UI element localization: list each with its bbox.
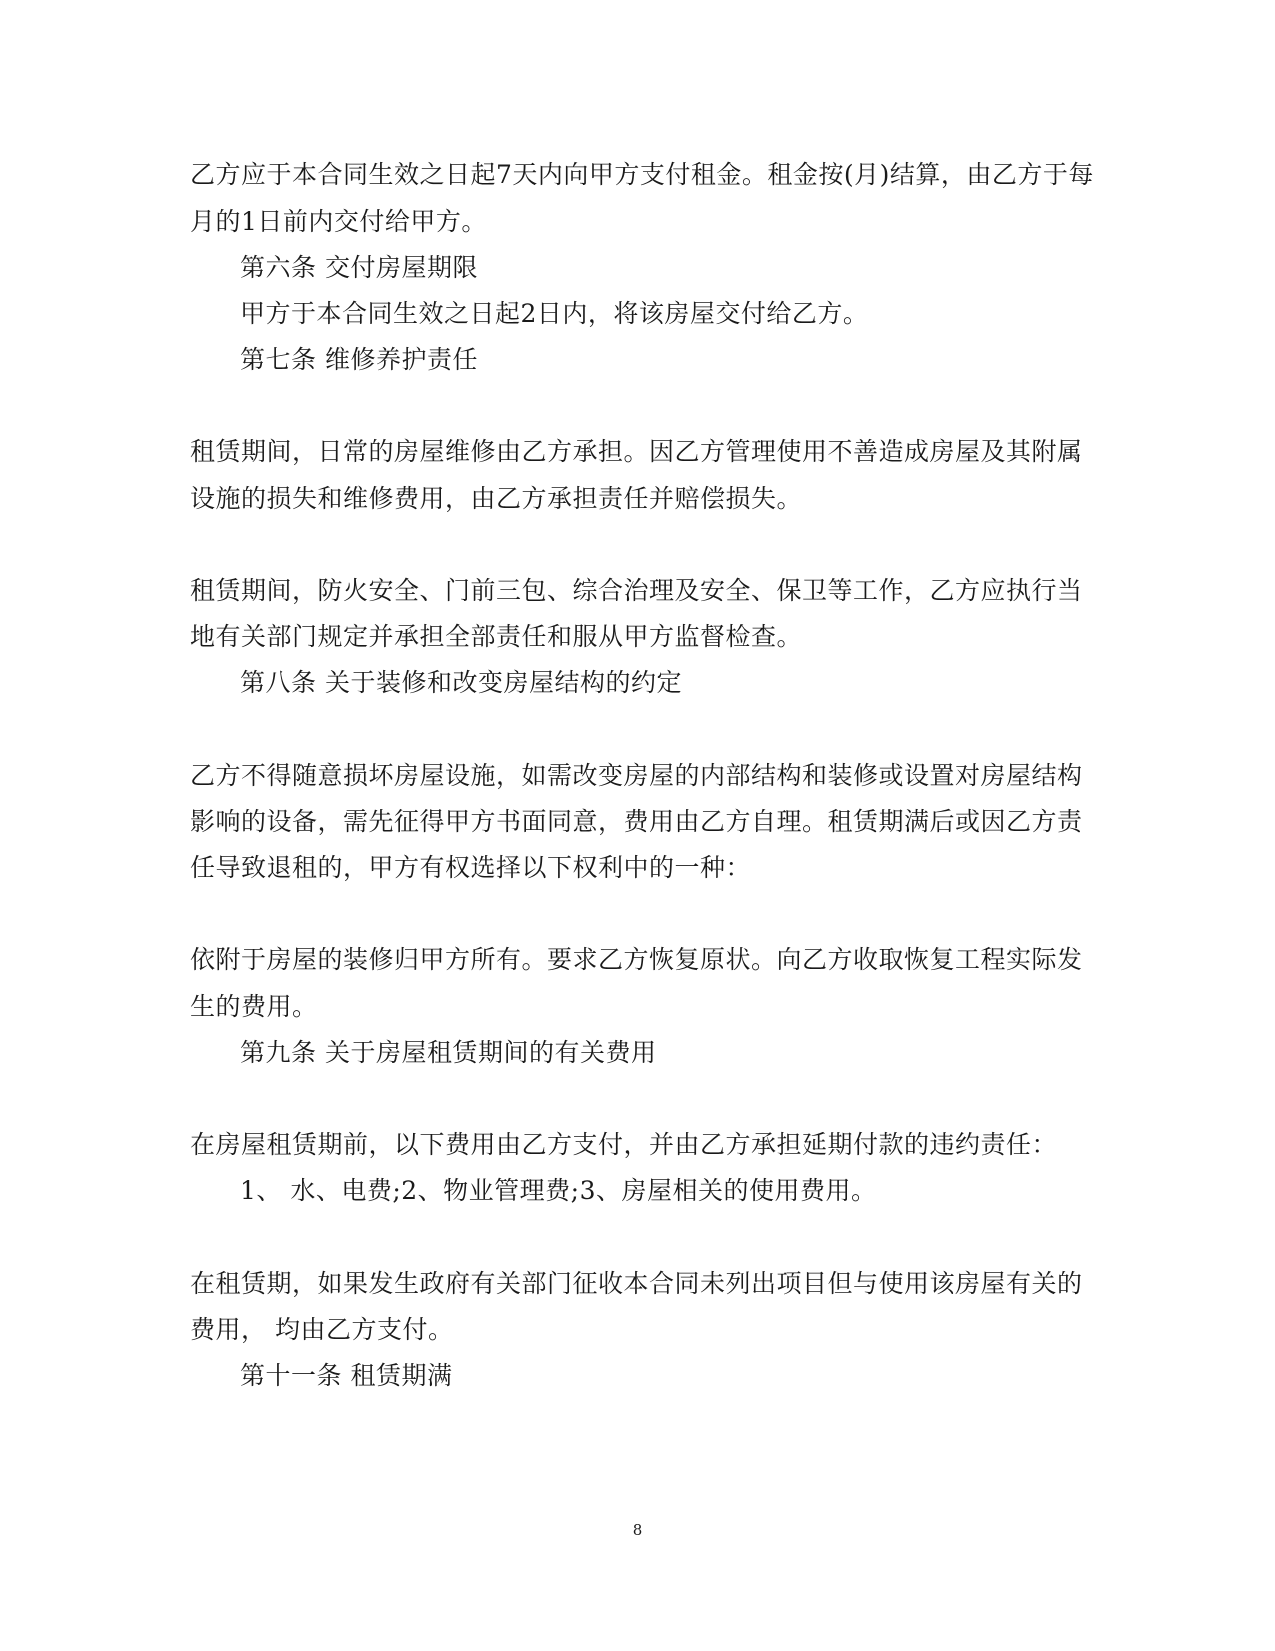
paragraph-line: 在租赁期，如果发生政府有关部门征收本合同未列出项目但与使用该房屋有关的 (190, 1269, 1083, 1298)
section-heading: 第六条 交付房屋期限 (240, 253, 478, 282)
paragraph-line: 费用， 均由乙方支付。 (190, 1315, 454, 1344)
paragraph-line: 任导致退租的，甲方有权选择以下权利中的一种： (190, 853, 752, 882)
paragraph-line: 在房屋租赁期前，以下费用由乙方支付，并由乙方承担延期付款的违约责任： (190, 1130, 1058, 1159)
section-heading: 第七条 维修养护责任 (240, 345, 478, 374)
paragraph-line: 生的费用。 (190, 992, 318, 1021)
paragraph-line: 影响的设备，需先征得甲方书面同意，费用由乙方自理。租赁期满后或因乙方责 (190, 807, 1083, 836)
paragraph-line: 乙方不得随意损坏房屋设施，如需改变房屋的内部结构和装修或设置对房屋结构 (190, 761, 1083, 790)
paragraph-line: 租赁期间，防火安全、门前三包、综合治理及安全、保卫等工作，乙方应执行当 (190, 576, 1083, 605)
section-heading: 第十一条 租赁期满 (240, 1361, 453, 1390)
paragraph-line: 租赁期间，日常的房屋维修由乙方承担。因乙方管理使用不善造成房屋及其附属 (190, 437, 1083, 466)
paragraph-line: 依附于房屋的装修归甲方所有。要求乙方恢复原状。向乙方收取恢复工程实际发 (190, 945, 1083, 974)
section-heading: 第八条 关于装修和改变房屋结构的约定 (240, 668, 682, 697)
paragraph-line: 甲方于本合同生效之日起2日内，将该房屋交付给乙方。 (240, 299, 869, 328)
section-heading: 第九条 关于房屋租赁期间的有关费用 (240, 1038, 657, 1067)
page-number: 8 (632, 1521, 643, 1539)
list-item: 1、 水、电费;2、物业管理费;3、房屋相关的使用费用。 (240, 1176, 877, 1205)
paragraph-line: 月的1日前内交付给甲方。 (190, 207, 487, 236)
paragraph-line: 设施的损失和维修费用，由乙方承担责任并赔偿损失。 (190, 484, 803, 513)
paragraph-line: 乙方应于本合同生效之日起7天内向甲方支付租金。租金按(月)结算，由乙方于每 (190, 160, 1094, 189)
paragraph-line: 地有关部门规定并承担全部责任和服从甲方监督检查。 (190, 622, 803, 651)
